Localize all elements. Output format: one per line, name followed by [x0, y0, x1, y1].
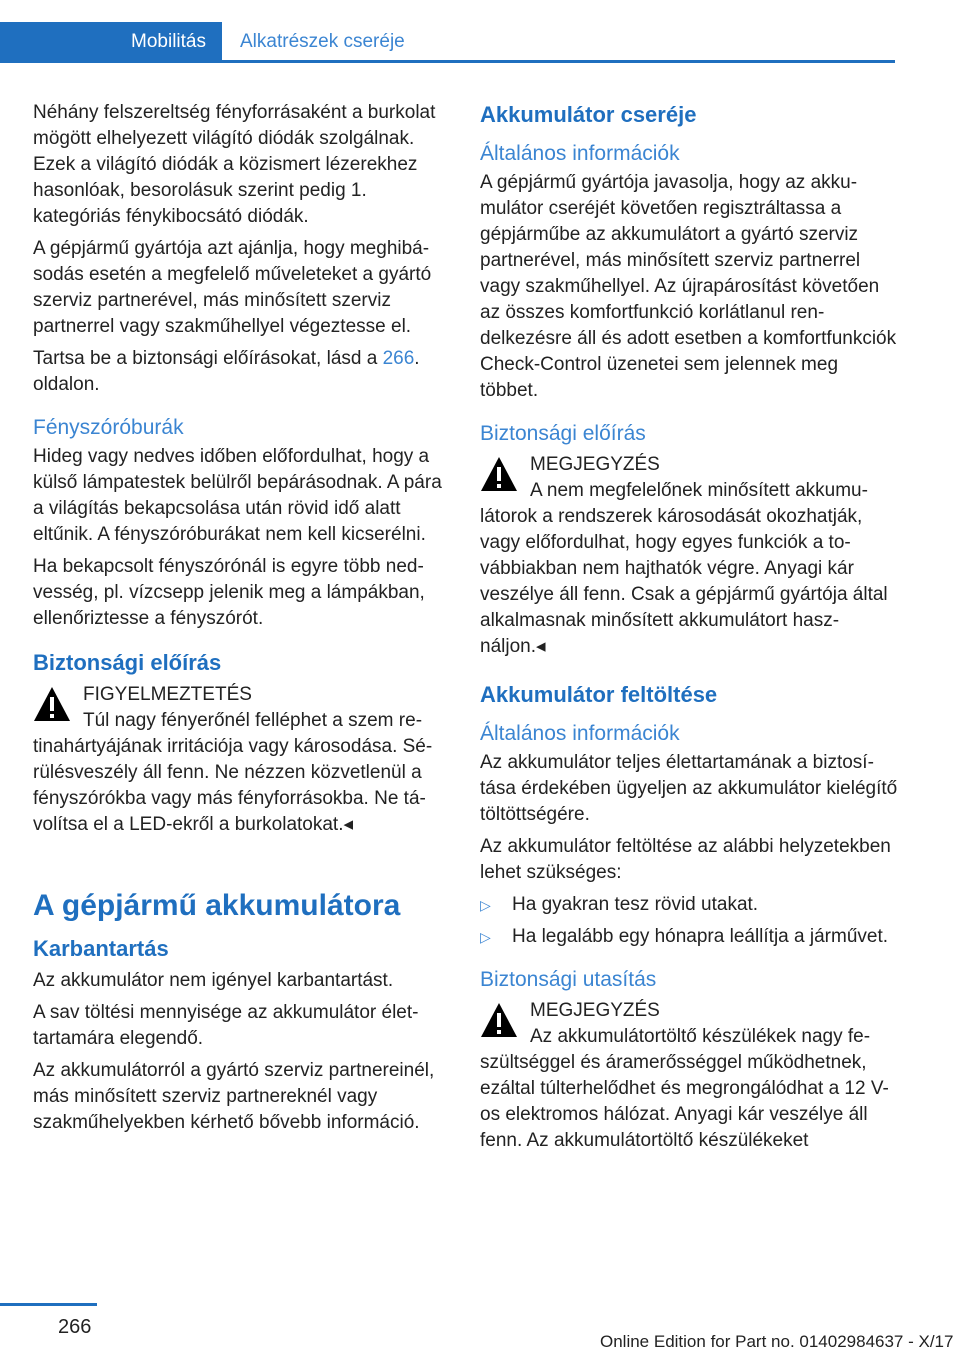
tab-mobilitas[interactable]: Mobilitás	[0, 22, 222, 60]
triangle-bullet-icon: ▷	[480, 929, 491, 945]
subheading-general-info: Általános információk	[480, 722, 680, 745]
notice-block	[480, 998, 898, 1154]
subheading-headlamp-covers: Fényszóróburák	[33, 416, 184, 439]
warning-triangle-icon	[480, 1002, 518, 1038]
warning-triangle-icon	[480, 456, 518, 492]
tab-section-title[interactable]: Alkatrészek cseréje	[240, 31, 405, 52]
warning-block	[33, 682, 451, 838]
page-number: 266	[58, 1316, 92, 1338]
notice-block	[480, 452, 898, 660]
left-column	[33, 100, 451, 1142]
footer-rule	[0, 1303, 97, 1306]
notice-keyword: MEGJEGYZÉS	[530, 1000, 660, 1021]
warning-keyword: FIGYELMEZTETÉS	[83, 684, 252, 705]
heading-safety: Biztonsági előírás	[33, 650, 222, 675]
notice-text: Az akkumulátortöltő készülékek nagy feszültséggel és áramerősséggel működhetnek, ezáltal túlterhelődhet és megrongálódhat a 12 V-os elektromos hálózat. Anyagi kár veszélye áll fenn. Az akkumulátortöltő készülékeket	[480, 1026, 889, 1151]
subheading-general-info: Általános információk	[480, 142, 680, 165]
heading-battery-replacement: Akkumulátor cseréje	[480, 102, 697, 127]
right-column	[480, 100, 898, 1160]
paragraph: Néhány felszereltség fényforrásaként a burkolat mögött elhelyezett világító diódák szolgálnak. Ezek a világító diódák a közismert lézerekhez hasonlóak, besorolásuk szerint pedig 1. kategóriás fénykibocsátó diódák.	[33, 102, 436, 227]
bullet-list	[480, 892, 898, 950]
paragraph: Ha bekapcsolt fényszórónál is egyre több nedvesség, pl. vízcsepp jelenik meg a lámpákban, ellenőriztesse a fényszórót.	[33, 556, 425, 629]
heading-maintenance: Karbantartás	[33, 936, 169, 961]
chapter-title: A gépjármű akkumulátora	[33, 889, 401, 922]
edition-note: Online Edition for Part no. 01402984637 - X/17	[600, 1332, 954, 1351]
paragraph: Az akkumulátor nem igényel karbantartást.	[33, 970, 394, 991]
paragraph: A gépjármű gyártója azt ajánlja, hogy meghibásodás esetén a megfelelő műveleteket a gyártó szerviz partnerével, más minősített szerviz partnerrel vagy szakműhellyel végeztesse el.	[33, 238, 432, 337]
list-item: ▷ Ha legalább egy hónapra leállítja a járművet.	[480, 924, 898, 950]
paragraph: A gépjármű gyártója javasolja, hogy az akkumulátor cseréjét követően regisztráltassa a gépjárműbe az akkumulátort a gyártó szerviz partnerével, más minősített szerviz partnerrel vagy szakműhellyel. Az újrapárosítást követően az összes komfortfunkció korlátlanul rendelkezésre áll és adott esetben a komfortfunkciók Check-Control üzenetei sem jelennek meg többet.	[480, 172, 897, 401]
warning-triangle-icon	[33, 686, 71, 722]
warning-text: Túl nagy fényerőnél felléphet a szem retinahártyájának irritációja vagy károsodása. Sérülésveszély áll fenn. Ne nézzen közvetlenül a fényszórókba vagy más fényforrásokba. Ne távolítsa el a LED-ekről a burkolatokat.◂	[33, 710, 433, 835]
paragraph: Hideg vagy nedves időben előfordulhat, hogy a külső lámpatestek belülről bepárásodnak. A pára a világítás bekapcsolása után rövid idő alatt eltűnik. A fényszóróburákat nem kell kicserélni.	[33, 446, 442, 545]
paragraph: A sav töltési mennyisége az akkumulátor élettartamára elegendő.	[33, 1002, 419, 1049]
heading-battery-charging: Akkumulátor feltöltése	[480, 682, 718, 707]
list-item: ▷ Ha gyakran tesz rövid utakat.	[480, 892, 898, 918]
notice-keyword: MEGJEGYZÉS	[530, 454, 660, 475]
subheading-safety: Biztonsági előírás	[480, 422, 646, 445]
notice-text: A nem megfelelőnek minősített akkumulátorok a rendszerek károsodását okozhatják, vagy előfordulhat, hogy egyes funkciók a továbbiakban nem hajthatók végre. Anyagi kár veszélye áll fenn. Csak a gépjármű gyártója által alkalmasnak minősített akkumulátort használjon.◂	[480, 480, 888, 657]
header-rule	[0, 60, 895, 63]
triangle-bullet-icon: ▷	[480, 897, 491, 913]
paragraph: Az akkumulátor teljes élettartamának a biztosítása érdekében ügyeljen az akkumulátor kielégítő töltöttségére.	[480, 752, 898, 825]
paragraph: Az akkumulátor feltöltése az alábbi helyzetekben lehet szükséges:	[480, 836, 891, 883]
subheading-safety-instruction: Biztonsági utasítás	[480, 968, 657, 991]
paragraph-with-link: Tartsa be a biztonsági előírásokat, lásd a 266. oldalon.	[33, 348, 420, 395]
paragraph: Az akkumulátorról a gyártó szerviz partnereinél, más minősített szerviz partnereknél vagy szakműhelyekben kérhető bővebb információ.	[33, 1060, 435, 1133]
page-link[interactable]: 266	[382, 348, 415, 369]
